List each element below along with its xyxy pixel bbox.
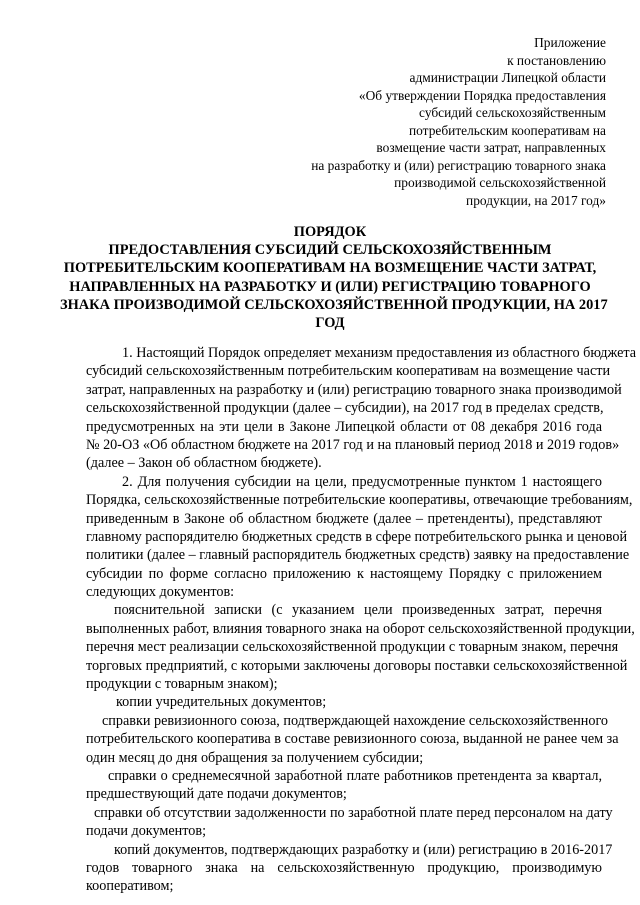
body-line: кооперативом; (86, 878, 174, 895)
body-line: перечня мест реализации сельскохозяйственной продукции с товарным знаком, перечня (86, 639, 619, 656)
body-line: торговых предприятий, с которыми заключены договоры поставки сельскохозяйственной (86, 657, 628, 674)
body-line: сельскохозяйственной продукции (далее – субсидии), на 2017 год в пределах средств, (86, 400, 604, 417)
body-line: субсидии по форме согласно приложению к настоящему Порядку с приложением (86, 565, 602, 582)
title-line: ПОРЯДОК (293, 224, 367, 240)
body-line: один месяц до дня обращения за получением субсидии; (86, 749, 424, 766)
appendix-line: администрации Липецкой области (409, 70, 606, 85)
body-line: годов товарного знака на сельскохозяйственную продукцию, производимую (86, 859, 602, 876)
body-line: выполненных работ, влияния товарного знака на оборот сельскохозяйственной продукции, (86, 620, 635, 637)
appendix-header (286, 34, 606, 209)
title-line: ПРЕДОСТАВЛЕНИЯ СУБСИДИЙ СЕЛЬСКОХОЗЯЙСТВЕННЫМ (108, 242, 552, 259)
appendix-line: к постановлению (507, 52, 606, 68)
body-line: продукции с товарным знаком); (86, 676, 278, 693)
body-line: субсидий сельскохозяйственным потребительским кооперативам на возмещение части (86, 363, 611, 380)
body-line: 1. Настоящий Порядок определяет механизм предоставления из областного бюджета (122, 345, 637, 361)
body-line: подачи документов; (86, 823, 207, 840)
body-line: предусмотренных на эти цели в Законе Липецкой области от 08 декабря 2016 года (86, 418, 602, 435)
body-line: (далее – Закон об областном бюджете). (86, 455, 322, 472)
appendix-line: потребительским кооперативам на (409, 122, 606, 138)
body-line: справки об отсутствии задолженности по заработной плате перед персоналом на дату (94, 804, 613, 821)
body-line: предшествующий дате подачи документов; (86, 786, 347, 803)
body-line: пояснительной записки (с указанием цели произведенных затрат, перечня (114, 602, 602, 619)
body-line: приведенным в Законе об областном бюджете (далее – претенденты), представляют (86, 510, 602, 527)
body-line: политики (далее – главный распорядитель бюджетных средств) заявку на предоставление (86, 547, 630, 564)
body-line: № 20-ОЗ «Об областном бюджете на 2017 год и на плановый период 2018 и 2019 годов» (86, 436, 620, 453)
appendix-line: Приложение (534, 35, 606, 50)
document-title (60, 223, 608, 332)
body-line: 2. Для получения субсидии на цели, предусмотренные пунктом 1 настоящего (122, 473, 602, 490)
body-line: копии учредительных документов; (116, 694, 327, 711)
body-line: справки о среднемесячной заработной плате работников претендента за квартал, (108, 767, 602, 784)
body-line: потребительского кооператива в составе ревизионного союза, выданной не ранее чем за (86, 731, 619, 748)
title-line: ГОД (315, 315, 345, 332)
appendix-line: продукции, на 2017 год» (466, 192, 606, 208)
appendix-line: на разработку и (или) регистрацию товарного знака (311, 157, 606, 173)
title-line: ПОТРЕБИТЕЛЬСКИМ КООПЕРАТИВАМ НА ВОЗМЕЩЕНИЕ ЧАСТИ ЗАТРАТ, (63, 260, 597, 277)
title-line: НАПРАВЛЕННЫХ НА РАЗРАБОТКУ И (ИЛИ) РЕГИСТРАЦИЮ ТОВАРНОГО (69, 278, 591, 295)
body-line: копий документов, подтверждающих разработку и (или) регистрацию в 2016-2017 (114, 841, 613, 858)
title-line: ЗНАКА ПРОИЗВОДИМОЙ СЕЛЬСКОХОЗЯЙСТВЕННОЙ ПРОДУКЦИИ, НА 2017 (60, 296, 608, 313)
appendix-line: субсидий сельскохозяйственным (419, 105, 606, 120)
appendix-line: «Об утверждении Порядка предоставления (358, 87, 606, 103)
body-line: затрат, направленных на разработку и (или) регистрацию товарного знака производимой (86, 381, 622, 398)
appendix-line: возмещение части затрат, направленных (376, 140, 606, 155)
body-line: главному распорядителю бюджетных средств в сфере потребительского рынка и ценовой (86, 528, 628, 545)
document-body (86, 344, 637, 896)
body-line: Порядка, сельскохозяйственные потребительские кооперативы, отвечающие требованиям, (86, 492, 633, 509)
body-line: справки ревизионного союза, подтверждающей нахождение сельскохозяйственного (102, 712, 609, 729)
body-line: следующих документов: (86, 584, 235, 601)
appendix-line: производимой сельскохозяйственной (394, 175, 606, 190)
